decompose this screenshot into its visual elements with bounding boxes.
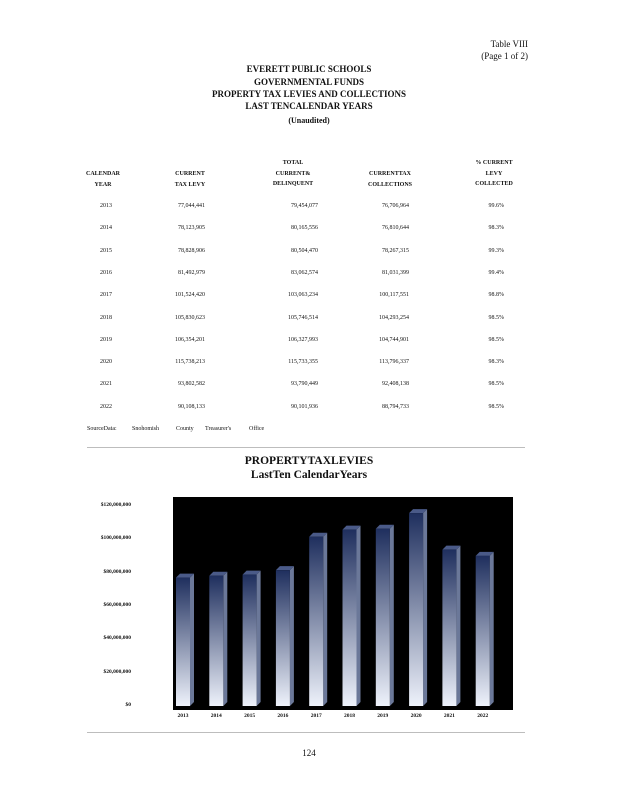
table-label: Table VIII [490,39,528,49]
bar-side-2015 [257,571,261,706]
cell-levy: 90,108,133 [178,403,205,410]
cell-collections: 100,117,551 [379,292,409,299]
report-title-line-1: EVERETT PUBLIC SCHOOLS [246,64,372,74]
report-title-line-2: GOVERNMENTAL FUNDS [253,77,365,87]
bar-side-2014 [223,572,227,706]
cell-delinquent: 103,063,234 [288,292,318,299]
y-tick-label: $80,000,000 [103,568,131,575]
source-word-5: Office [249,426,265,432]
y-tick-label: $20,000,000 [103,668,131,675]
x-tick-label: 2013 [177,713,189,719]
bar-side-2020 [423,509,427,706]
y-tick-label: $60,000,000 [103,602,131,608]
cell-collections: 104,744,901 [379,336,409,343]
cell-pct: 98.5% [488,403,504,410]
cell-delinquent: 93,790,449 [291,381,318,388]
cell-year: 2018 [100,314,112,321]
col-header-levy: CURRENT TAX LEVY [174,171,206,188]
cell-levy: 106,354,201 [175,336,205,343]
cell-year: 2019 [100,336,112,343]
bar-side-2017 [323,533,327,706]
cell-levy: 93,802,582 [178,381,205,388]
cell-collections: 92,408,138 [382,381,409,388]
bar-2020 [409,513,423,706]
cell-pct: 98.5% [488,381,504,388]
report-title-line-3: PROPERTY TAX LEVIES AND COLLECTIONS [211,89,407,99]
cell-year: 2021 [100,381,112,388]
bar-2021 [442,550,456,706]
bar-side-2018 [357,526,361,706]
cell-levy: 77,044,441 [178,203,205,209]
cell-levy: 78,828,906 [178,247,205,254]
cell-pct: 98.3% [488,359,504,366]
bar-2014 [209,576,223,706]
x-tick-label: 2020 [410,713,422,719]
x-tick-label: 2017 [310,713,322,719]
y-tick-label: $40,000,000 [103,635,131,642]
cell-delinquent: 79,454,077 [291,203,318,209]
bar-2022 [476,556,490,706]
bar-2013 [176,578,190,706]
x-tick-label: 2021 [443,713,455,719]
col-header-delinquent: TOTAL CURRENT& DELINQUENT [272,160,314,187]
col-header-year: CALENDAR YEAR [85,171,120,188]
x-tick-label: 2018 [344,713,355,719]
x-tick-label: 2016 [277,713,289,719]
cell-pct: 99.6% [488,203,504,209]
cell-pct: 98.5% [488,336,504,343]
x-tick-label: 2022 [477,713,489,719]
cell-year: 2022 [100,403,112,410]
page-label: (Page 1 of 2) [481,51,528,61]
page-number: 124 [302,748,316,758]
cell-levy: 105,830,623 [175,314,205,321]
bar-side-2016 [290,566,294,706]
chart-subtitle: LastTen CalendarYears [250,469,368,481]
cell-year: 2013 [100,203,112,209]
cell-delinquent: 80,165,556 [291,225,318,232]
source-word-4: Treasurer's [205,426,232,432]
cell-delinquent: 115,733,355 [288,359,318,366]
source-word-3: County [176,426,194,432]
cell-pct: 99.4% [488,269,504,276]
cell-delinquent: 105,746,514 [288,314,318,321]
source-word-2: Snohomish [132,426,160,432]
y-tick-label: $100,000,000 [100,535,131,542]
bar-2019 [376,529,390,706]
cell-collections: 76,810,644 [382,225,409,232]
bar-2018 [343,530,357,706]
cell-delinquent: 83,062,574 [291,269,318,276]
cell-delinquent: 90,101,936 [291,403,318,410]
x-tick-label: 2014 [210,713,222,719]
col-header-collections: CURRENTTAX COLLECTIONS [367,171,412,188]
y-tick-label: $120,000,000 [100,502,131,508]
col-header-pct: % CURRENT LEVY COLLECTED [475,160,513,187]
cell-pct: 98.8% [488,292,504,299]
cell-collections: 104,293,254 [379,314,409,321]
cell-year: 2016 [100,269,112,276]
report-title-line-5: (Unaudited) [288,116,330,125]
cell-pct: 98.5% [488,314,504,321]
x-tick-label: 2015 [244,713,256,719]
report-title-line-4: LAST TENCALENDAR YEARS [245,101,373,111]
cell-pct: 98.3% [488,225,504,232]
bar-2016 [276,570,290,706]
cell-collections: 88,794,733 [382,403,409,410]
x-tick-label: 2019 [377,713,389,719]
cell-levy: 115,738,213 [175,359,205,366]
cell-levy: 81,492,979 [178,269,205,276]
cell-collections: 76,706,964 [382,203,409,209]
cell-year: 2017 [100,292,112,299]
divider-bottom [87,732,525,733]
bar-side-2019 [390,525,394,706]
cell-pct: 99.3% [488,247,504,254]
cell-collections: 113,796,337 [379,359,409,366]
bar-2015 [243,575,257,706]
cell-year: 2014 [100,225,112,232]
source-label: SourceData: [87,426,117,432]
cell-collections: 78,267,315 [382,247,409,254]
cell-levy: 78,123,905 [178,225,205,232]
chart-title: PROPERTYTAXLEVIES [244,455,374,467]
cell-collections: 81,031,399 [382,269,409,276]
bar-side-2013 [190,574,194,706]
cell-levy: 101,524,420 [175,292,205,299]
cell-year: 2020 [100,359,112,366]
cell-delinquent: 80,504,470 [291,247,318,254]
bar-side-2021 [456,546,460,706]
bar-side-2022 [490,552,494,706]
y-tick-label: $0 [125,702,131,708]
bar-2017 [309,537,323,706]
cell-year: 2015 [100,247,112,254]
cell-delinquent: 106,327,993 [288,336,318,343]
